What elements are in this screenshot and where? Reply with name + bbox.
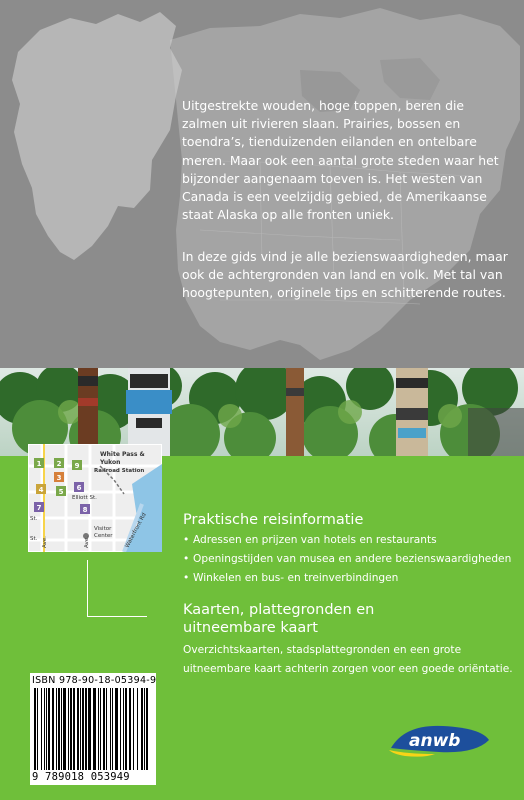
connector-line-vertical xyxy=(87,560,88,616)
barcode-bar xyxy=(61,688,62,770)
intro-paragraph-1: Uitgestrekte wouden, hoge toppen, beren die zalmen uit rivieren slaan. Prairies, bossen en toendra’s, tienduizenden eilanden en ontelbare meren. Maar ook een aantal grote steden waar het bijzonder aangenaam toeven is. Het westen van Canada is een veelzijdig gebied, de Amerikaanse staat Alaska op alle fronten uniek. xyxy=(182,98,499,223)
map-marker-1: 1 xyxy=(36,460,42,468)
barcode-bar xyxy=(44,688,45,770)
city-map-inset xyxy=(28,444,162,552)
barcode-bar xyxy=(52,688,54,770)
list-item: • Adressen en prijzen van hotels en restaurants xyxy=(183,531,511,550)
map-marker-9: 9 xyxy=(74,462,80,470)
list-item: • Openingstijden van musea en andere bezienswaardigheden xyxy=(183,550,511,569)
map-marker-4: 4 xyxy=(38,486,44,494)
barcode-bars xyxy=(34,688,152,770)
barcode-bar xyxy=(68,688,69,770)
barcode-bar xyxy=(70,688,72,770)
label-st-1: St. xyxy=(30,516,38,522)
barcode-bar xyxy=(58,688,60,770)
barcode-bar xyxy=(77,688,79,770)
isbn-number: ISBN 978-90-18-05394-9 xyxy=(32,675,157,686)
barcode-bar xyxy=(112,688,113,770)
isbn-barcode xyxy=(30,673,156,785)
barcode-bar xyxy=(123,688,124,770)
barcode-bar xyxy=(63,688,66,770)
barcode-bar xyxy=(56,688,57,770)
anwb-logo-text: anwb xyxy=(409,731,461,751)
label-center: Center xyxy=(94,533,113,539)
map-marker-3: 3 xyxy=(56,474,62,482)
barcode-bar xyxy=(80,688,81,770)
label-ave-2: Ave. xyxy=(84,536,90,548)
bullet-icon: • xyxy=(183,534,190,546)
barcode-bar xyxy=(120,688,121,770)
totem-pole-photo xyxy=(0,368,524,456)
barcode-bar xyxy=(115,688,118,770)
totem-photo-illustration xyxy=(0,368,524,456)
label-visitor: Visitor xyxy=(94,526,112,532)
intro-paragraph-2: In deze gids vind je alle bezienswaardigheden, maar ook de achtergronden van land en volk. Met tal van hoogtepunten, originele tips en schitterende routes. xyxy=(182,249,508,301)
barcode-bar xyxy=(73,688,75,770)
bullet-icon: • xyxy=(183,572,190,584)
map-marker-6: 6 xyxy=(76,484,82,492)
barcode-bar xyxy=(146,688,148,770)
barcode-bar xyxy=(37,688,38,770)
barcode-bar xyxy=(98,688,99,770)
barcode-bar xyxy=(82,688,84,770)
map-marker-5: 5 xyxy=(58,488,64,496)
section-heading-kaarten: Kaarten, plattegronden en uitneembare kaart xyxy=(183,602,375,636)
practical-info-list xyxy=(183,531,511,588)
barcode-bar xyxy=(133,688,134,770)
barcode-bar xyxy=(34,688,36,770)
label-ave-1: Ave. xyxy=(42,536,48,548)
barcode-bar xyxy=(110,688,111,770)
barcode-bar xyxy=(85,688,87,770)
barcode-bar xyxy=(125,688,127,770)
map-marker-7: 7 xyxy=(36,504,42,512)
barcode-bar xyxy=(48,688,50,770)
barcode-bar xyxy=(41,688,42,770)
connector-line-horizontal xyxy=(87,616,147,617)
label-railroad-station: Railroad Station xyxy=(94,468,145,474)
bullet-icon: • xyxy=(183,553,190,565)
list-item: • Winkelen en bus- en treinverbindingen xyxy=(183,569,511,588)
barcode-bar xyxy=(144,688,145,770)
map-background-area xyxy=(0,0,524,368)
map-marker-8: 8 xyxy=(82,506,88,514)
barcode-bar xyxy=(93,688,96,770)
label-elliott-st: Elliott St. xyxy=(72,495,97,501)
barcode-bar xyxy=(103,688,105,770)
barcode-bar xyxy=(100,688,101,770)
ean-number: 9 789018 053949 xyxy=(32,771,130,783)
section-heading-praktische-reisinformatie: Praktische reisinformatie xyxy=(183,512,364,528)
map-marker-2: 2 xyxy=(56,460,62,468)
barcode-bar xyxy=(137,688,138,770)
barcode-bar xyxy=(88,688,91,770)
barcode-bar xyxy=(129,688,131,770)
label-st-2: St. xyxy=(30,536,38,542)
maps-description: Overzichtskaarten, stadsplattegronden en een grote uitneembare kaart achterin zorgen voor een goede oriëntatie. xyxy=(183,644,513,675)
barcode-bar xyxy=(141,688,143,770)
label-yukon: Yukon xyxy=(100,459,121,466)
label-white-pass: White Pass & xyxy=(100,451,145,458)
barcode-bar xyxy=(106,688,107,770)
barcode-bar xyxy=(46,688,47,770)
anwb-logo xyxy=(385,718,495,758)
label-waterfront: Waterfront Rd xyxy=(124,512,148,549)
